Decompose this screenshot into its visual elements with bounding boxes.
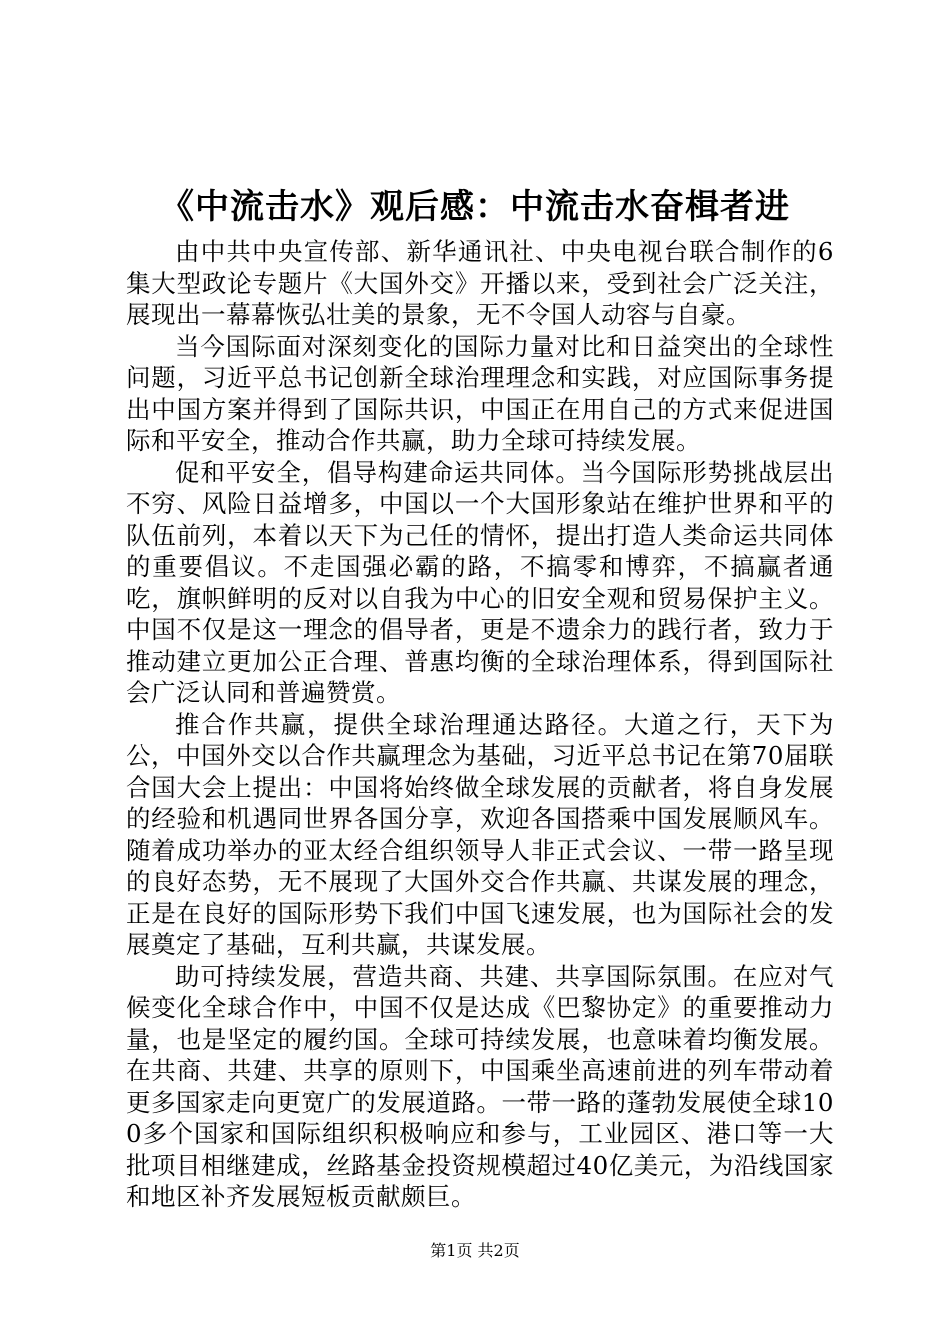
page-number-footer: 第1页 共2页 (430, 1241, 520, 1260)
paragraph: 助可持续发展，营造共商、共建、共享国际氛围。在应对气候变化全球合作中，中国不仅是达成《巴黎协定》的重要推动力量，也是坚定的履约国。全球可持续发展，也意味着均衡发展。在共商、共建、共享的原则下，中国乘坐高速前进的列车带动着更多国家走向更宽广的发展道路。一带一路的蓬勃发展使全球100多个国家和国际组织积极响应和参与，工业园区、港口等一大批项目相继建成，丝路基金投资规模超过40亿美元，为沿线国家和地区补齐发展短板贡献颇巨。 (126, 961, 834, 1211)
paragraph: 当今国际面对深刻变化的国际力量对比和日益突出的全球性问题，习近平总书记创新全球治理理念和实践，对应国际事务提出中国方案并得到了国际共识，中国正在用自己的方式来促进国际和平安全，推动合作共赢，助力全球可持续发展。 (126, 331, 834, 455)
document-body (126, 236, 834, 1213)
paragraph: 由中共中央宣传部、新华通讯社、中央电视台联合制作的6集大型政论专题片《大国外交》开播以来，受到社会广泛关注，展现出一幕幕恢弘壮美的景象，无不令国人动容与自豪。 (126, 237, 834, 329)
paragraph: 推合作共赢，提供全球治理通达路径。大道之行，天下为公，中国外交以合作共赢理念为基础，习近平总书记在第70届联合国大会上提出：中国将始终做全球发展的贡献者，将自身发展的经验和机遇同世界各国分享，欢迎各国搭乘中国发展顺风车。随着成功举办的亚太经合组织领导人非正式会议、一带一路呈现的良好态势，无不展现了大国外交合作共赢、共谋发展的理念，正是在良好的国际形势下我们中国飞速发展，也为国际社会的发展奠定了基础，互利共赢，共谋发展。 (126, 709, 834, 959)
paragraph: 促和平安全，倡导构建命运共同体。当今国际形势挑战层出不穷、风险日益增多，中国以一个大国形象站在维护世界和平的队伍前列，本着以天下为己任的情怀，提出打造人类命运共同体的重要倡议。不走国强必霸的路，不搞零和博弈，不搞赢者通吃，旗帜鲜明的反对以自我为中心的旧安全观和贸易保护主义。中国不仅是这一理念的倡导者，更是不遗余力的践行者，致力于推动建立更加公正合理、普惠均衡的全球治理体系，得到国际社会广泛认同和普遍赞赏。 (126, 457, 834, 707)
document-title: 《中流击水》观后感：中流击水奋楫者进 (160, 187, 790, 227)
